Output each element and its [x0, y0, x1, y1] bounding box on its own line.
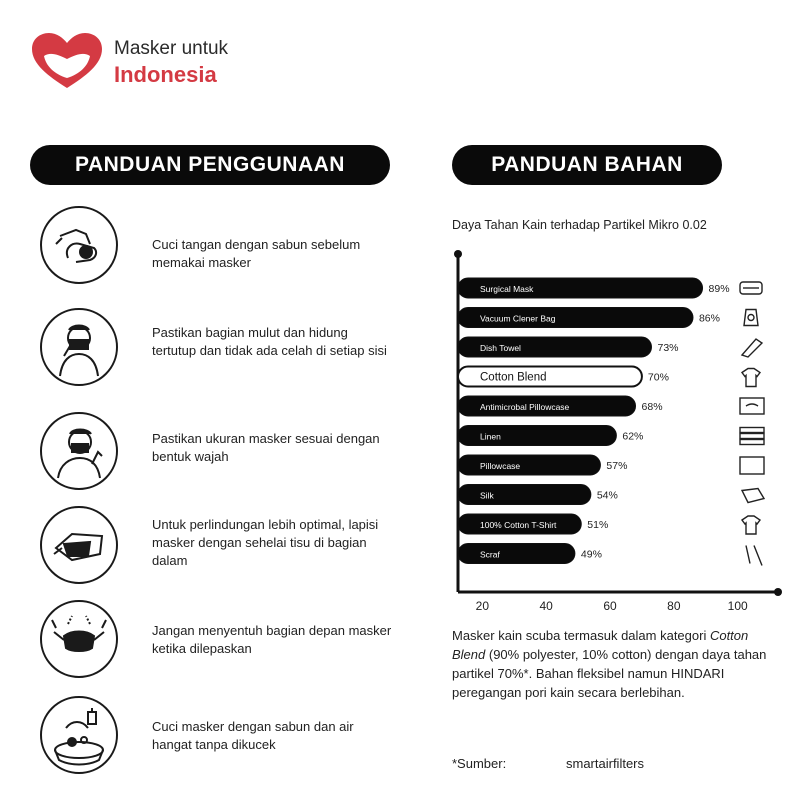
- bar-value-label: 57%: [606, 460, 628, 472]
- bar-category-label: Dish Towel: [480, 343, 521, 353]
- note-text-before: Masker kain scuba termasuk dalam kategori: [452, 628, 710, 643]
- wash-mask-icon: [40, 696, 118, 774]
- note-highlight: Cotton Blend: [452, 628, 749, 662]
- step-4-text: Untuk perlindungan lebih optimal, lapisi masker dengan sehelai tisu di bagian dalam: [152, 517, 379, 568]
- material-guide-heading: PANDUAN BAHAN: [452, 145, 722, 185]
- heart-logo-icon: [30, 32, 104, 90]
- silk-roll-icon: [742, 489, 764, 503]
- bar-value-label: 68%: [641, 401, 663, 413]
- step-1-text: Cuci tangan dengan sabun sebelum memakai masker: [152, 237, 361, 270]
- bar-category-label: Pillowcase: [480, 461, 521, 471]
- step-3-text: Pastikan ukuran masker sesuai dengan bentuk wajah: [152, 431, 380, 464]
- cotton-tshirt-icon: [742, 516, 760, 534]
- x-tick-label: 40: [539, 599, 553, 613]
- bar-category-label: Vacuum Clener Bag: [480, 313, 556, 324]
- pillowcase-icon: [740, 398, 764, 414]
- x-axis-cap: [774, 588, 782, 596]
- source-value: smartairfilters: [566, 756, 645, 771]
- bar-category-label: Silk: [480, 490, 494, 501]
- bar-category-label: Antimicrobal Pillowcase: [480, 402, 570, 412]
- vacuum-bag-icon: [744, 310, 758, 326]
- linen-stack-icon: [740, 428, 764, 445]
- mask-tissue-layer-icon: [40, 506, 118, 584]
- material-note: [452, 626, 782, 702]
- pillow-icon: [740, 457, 764, 474]
- remove-mask-icon: [40, 600, 118, 678]
- tshirt-icon: [742, 369, 760, 387]
- x-tick-label: 60: [603, 599, 617, 613]
- bar-category-label: Linen: [480, 431, 501, 442]
- fabric-bar-chart: [448, 244, 788, 616]
- chart-title: Daya Tahan Kain terhadap Partikel Mikro 0.02: [452, 218, 707, 232]
- note-text-after: (90% polyester, 10% cotton) dengan daya tahan partikel 70%*. Bahan fleksibel namun HINDARI peregangan pori kain secara berlebihan.: [452, 647, 767, 700]
- bar-category-label: Scraf: [480, 549, 500, 560]
- hand-wash-icon: [40, 206, 118, 284]
- bar-value-label: 62%: [622, 430, 644, 443]
- x-tick-label: 100: [727, 599, 748, 613]
- bar-category-label: 100% Cotton T-Shirt: [480, 520, 557, 530]
- usage-guide-heading: PANDUAN PENGGUNAAN: [30, 145, 390, 185]
- bar: [458, 544, 575, 564]
- step-6-text: Cuci masker dengan sabun dan air hangat tanpa dikucek: [152, 719, 354, 752]
- bar-value-label: 70%: [647, 371, 669, 384]
- source-label: *Sumber:: [452, 756, 507, 771]
- brand-logo: [30, 30, 250, 90]
- bar-value-label: 51%: [587, 519, 609, 531]
- bar: [458, 485, 591, 505]
- bar-category-label: Surgical Mask: [480, 284, 534, 294]
- x-tick-label: 20: [475, 599, 490, 613]
- scarf-icon: [746, 546, 762, 566]
- bar-value-label: 73%: [657, 342, 679, 354]
- step-5-text: Jangan menyentuh bagian depan masker ketika dilepaskan: [152, 623, 392, 656]
- mask-cover-mouth-icon: [40, 308, 118, 386]
- bar-value-label: 89%: [708, 283, 730, 295]
- bar-value-label: 86%: [698, 312, 720, 325]
- logo-line-2: Indonesia: [114, 62, 217, 87]
- mask-fit-face-icon: [40, 412, 118, 490]
- surgical-mask-icon: [740, 282, 762, 294]
- step-2-text: Pastikan bagian mulut dan hidung tertutup dan tidak ada celah di setiap sisi: [152, 325, 387, 358]
- bar-value-label: 49%: [580, 548, 602, 561]
- dish-towel-icon: [742, 339, 762, 357]
- bar-category-label: Cotton Blend: [480, 371, 547, 384]
- bar-value-label: 54%: [596, 489, 618, 502]
- x-tick-label: 80: [667, 599, 681, 613]
- y-axis-cap: [454, 250, 462, 258]
- logo-line-1: Masker untuk: [114, 38, 229, 59]
